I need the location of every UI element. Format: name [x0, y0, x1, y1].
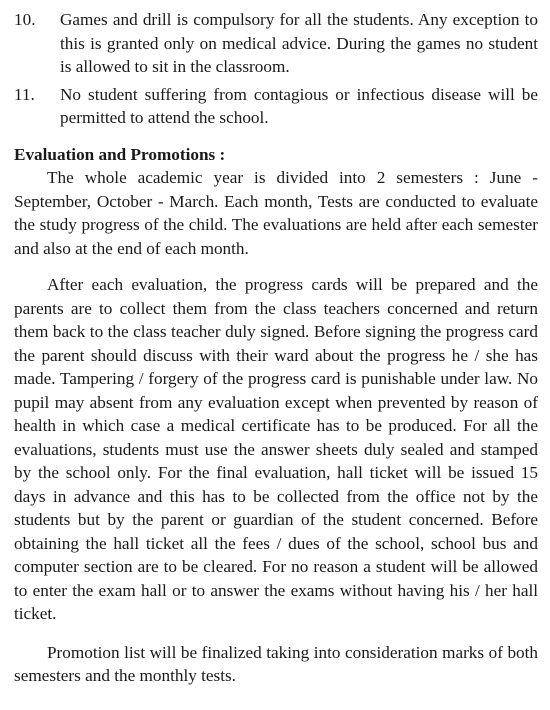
- section-heading: Evaluation and Promotions :: [14, 144, 226, 164]
- rule-number: 10.: [14, 10, 36, 29]
- paragraph-progress-cards: After each evaluation, the progress cards will be prepared and the parents are to collect them from the class teachers concerned and return them back to the class teacher duly signed. Before signing the progress card the parent should discuss with their ward about the progress he / she has made. Tampering / forgery of the progress card is punishable under law. No pupil may absent from any evaluation except when prevented by reason of health in which case a medical certificate has to be produced. For all the evaluations, students must use the answer sheets duly sealed and stamped by the school only. For the final evaluation, hall ticket will be issued 15 days in advance and this has to be collected from the office not by the students but by the parent or guardian of the student concerned. Before obtaining the hall ticket all the fees / dues of the school, school bus and computer section are to be cleared. For no reason a student will be allowed to enter the exam hall or to answer the exams without having his / her hall ticket.: [14, 275, 538, 623]
- paragraph-semesters: The whole academic year is divided into 2 semesters : June - September, October - March. Each month, Tests are conducted to evaluate the study progress of the child. The evaluations are held after each semester and also at the end of each month.: [14, 168, 538, 258]
- rule-text: No student suffering from contagious or infectious disease will be permitted to attend the school.: [60, 84, 538, 127]
- rule-item-11: [14, 83, 538, 130]
- paragraph-promotion-list: Promotion list will be finalized taking into consideration marks of both semesters and the monthly tests.: [14, 642, 538, 685]
- document-page: [14, 8, 538, 688]
- rule-item-10: [14, 8, 538, 79]
- rule-text: Games and drill is compulsory for all the students. Any exception to this is granted only on medical advice. During the games no student is allowed to sit in the classroom.: [60, 10, 538, 76]
- rule-number: 11.: [14, 84, 35, 104]
